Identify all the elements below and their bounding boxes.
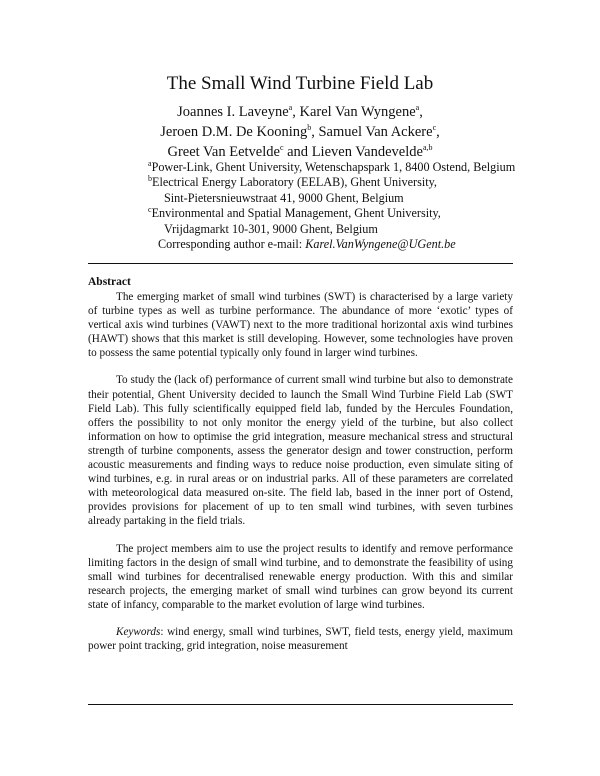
author-affil-mark: c: [279, 143, 284, 153]
author-separator: and: [283, 144, 312, 160]
author-affil-mark: a: [288, 103, 293, 113]
affiliation-text: Electrical Energy Laboratory (EELAB), Ghent University,: [152, 175, 437, 190]
abstract-heading: Abstract: [88, 276, 131, 288]
abstract-paragraph: The emerging market of small wind turbines (SWT) is characterised by a large variety of turbine types as well as turbine performance. The abundance of more ‘exotic’ types of vertical axis wind turbines (VAWT) next to the more traditional horizontal axis wind turbines (HAWT) shows that this market is still developing. However, some technologies have proven to possess the same potential typically only found in larger wind turbines.: [88, 291, 513, 360]
top-divider: [88, 263, 513, 264]
affiliation-list: [148, 160, 548, 252]
author-name: Karel Van Wyngene: [299, 104, 416, 120]
keywords-label: Keywords: [116, 625, 161, 638]
paper-title: The Small Wind Turbine Field Lab: [166, 73, 434, 94]
affiliation-b: [148, 175, 548, 190]
author-list: [0, 102, 600, 162]
affiliation-text: Environmental and Spatial Management, Ghent University,: [151, 206, 441, 221]
abstract-paragraph: To study the (lack of) performance of current small wind turbine but also to demonstrate their potential, Ghent University decided to launch the Small Wind Turbine Field Lab (SWT Field Lab). This fully scientifically equipped field lab, funded by the Hercules Foundation, offers the possibility to not only monitor the energy yield of the turbine, but also collect information on how to optimise the grid integration, measure mechanical stress and structural strength of turbine components, assess the generator design and tower construction, perform acoustic measurements and finding ways to reduce noise production, even simulate siting of wind turbines, e.g. in rural areas or on industrial parks. All of these parameters are correlated with meteorological data measured on-site. The field lab, based in the inner port of Ostend, provides provisions for placement of up to ten small wind turbines, with seven turbines already partaking in the field trials.: [88, 374, 513, 528]
author-separator: ,: [292, 104, 300, 120]
author-affil-mark: c: [432, 123, 437, 133]
affiliation-mark: c: [148, 205, 152, 215]
affiliation-text: Power-Link, Ghent University, Wetenschapspark 1, 8400 Ostend, Belgium: [151, 160, 516, 174]
corresponding-email[interactable]: Karel.VanWyngene@UGent.be: [305, 237, 456, 252]
author-name: Greet Van Eetvelde: [167, 144, 280, 160]
affiliation-b-address: Sint-Pietersnieuwstraat 41, 9000 Ghent, Belgium: [164, 190, 404, 205]
affiliation-a: [148, 160, 548, 175]
author-affil-mark: a,b: [422, 143, 433, 153]
author-line: [0, 122, 600, 142]
author-line: [0, 142, 600, 162]
author-affil-mark: a: [415, 103, 420, 113]
author-name: Samuel Van Ackere: [318, 124, 433, 140]
author-affil-mark: b: [307, 123, 312, 133]
affiliation-c: [148, 206, 548, 221]
affiliation-mark: b: [148, 174, 152, 184]
author-name: Joannes I. Laveyne: [177, 104, 289, 120]
corresponding-label: Corresponding author e-mail:: [158, 237, 306, 252]
author-separator: ,: [311, 124, 319, 140]
author-separator: ,: [436, 124, 440, 140]
abstract-paragraph: The project members aim to use the project results to identify and remove performance limiting factors in the design of small wind turbine, and to demonstrate the feasibility of using small wind turbines for decentralised renewable energy production. With this and similar research projects, the emerging market of small wind turbines can grow beyond its current state of infancy, comparable to the market evolution of large wind turbines.: [88, 542, 513, 611]
affiliation-mark: a: [148, 158, 152, 168]
keywords-paragraph: [88, 625, 513, 653]
corresponding-author: [148, 237, 548, 252]
author-line: [0, 102, 600, 122]
author-name: Jeroen D.M. De Kooning: [160, 124, 308, 140]
affiliation-c-address: Vrijdagmarkt 10-301, 9000 Ghent, Belgium: [164, 221, 378, 236]
author-separator: ,: [419, 104, 423, 120]
bottom-divider: [88, 704, 513, 705]
keywords-text: : wind energy, small wind turbines, SWT, field tests, energy yield, maximum power point tracking, grid integration, noise measurement: [88, 625, 513, 653]
author-name: Lieven Vandevelde: [311, 144, 423, 160]
abstract-section: [88, 275, 513, 653]
